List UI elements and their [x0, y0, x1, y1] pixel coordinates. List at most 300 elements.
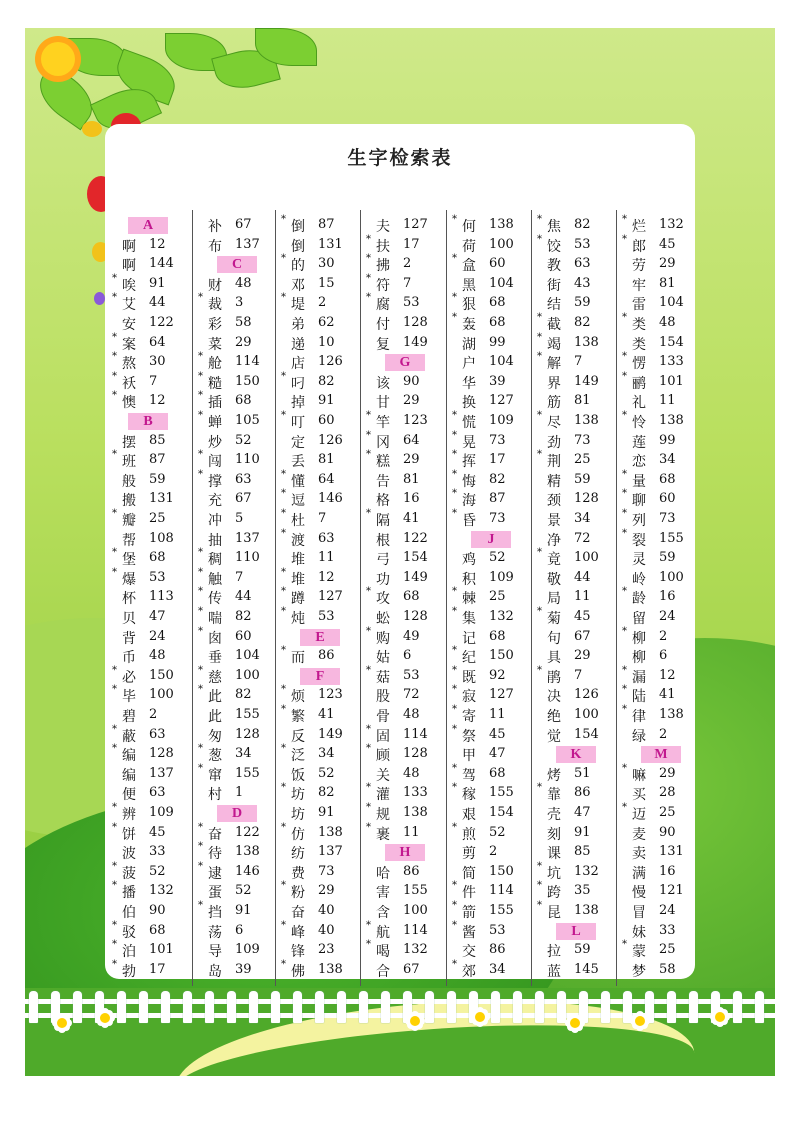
- index-entry: [622, 510, 702, 529]
- page-number: 52: [318, 766, 335, 781]
- page-number: 154: [659, 335, 684, 350]
- page-number: 16: [659, 864, 676, 879]
- index-entry: [537, 628, 617, 647]
- page-number: 58: [235, 315, 252, 330]
- page-number: 64: [149, 335, 166, 350]
- page-number: 64: [318, 472, 335, 487]
- page-number: 53: [149, 570, 166, 585]
- page-number: 85: [149, 433, 166, 448]
- new-char-marker: *: [112, 822, 117, 833]
- character: 而: [291, 650, 305, 666]
- index-entry: [281, 804, 361, 823]
- new-char-marker: *: [366, 430, 371, 441]
- character: 莲: [632, 435, 646, 451]
- character: 糕: [376, 454, 390, 470]
- character: 怜: [632, 415, 646, 431]
- page-number: 7: [318, 511, 327, 526]
- page-number: 52: [235, 433, 252, 448]
- page-number: 100: [149, 687, 174, 702]
- page-number: 155: [489, 903, 514, 918]
- new-char-marker: *: [366, 410, 371, 421]
- character: 愣: [632, 356, 646, 372]
- page-number: 25: [659, 942, 676, 957]
- character: 菇: [376, 670, 390, 686]
- index-entry: [452, 510, 532, 529]
- index-entry: [452, 451, 532, 470]
- page-number: 138: [403, 805, 428, 820]
- index-entry: [537, 432, 617, 451]
- index-entry: [622, 686, 702, 705]
- page-number: 127: [403, 217, 428, 232]
- character: 具: [547, 650, 561, 666]
- index-column: [616, 210, 699, 986]
- new-char-marker: *: [622, 626, 627, 637]
- new-char-marker: *: [198, 547, 203, 558]
- index-entry: [452, 608, 532, 627]
- page-number: 40: [318, 903, 335, 918]
- character: 竿: [376, 415, 390, 431]
- page-number: 146: [235, 864, 260, 879]
- index-entry: [452, 255, 532, 274]
- index-entry: [198, 432, 278, 451]
- page-number: 43: [574, 276, 591, 291]
- index-entry: [537, 353, 617, 372]
- index-entry: [198, 334, 278, 353]
- character: 烤: [547, 768, 561, 784]
- character: 符: [376, 278, 390, 294]
- index-column: [446, 210, 529, 986]
- page-number: 68: [489, 629, 506, 644]
- fence-picket: [205, 991, 214, 1023]
- character: 海: [462, 493, 476, 509]
- index-column: [360, 210, 443, 986]
- index-entry: [366, 706, 446, 725]
- character: 隔: [376, 513, 390, 529]
- character: 湖: [462, 337, 476, 353]
- character: 留: [632, 611, 646, 627]
- new-char-marker: *: [537, 547, 542, 558]
- index-entry: [452, 392, 532, 411]
- character: 列: [632, 513, 646, 529]
- index-entry: [452, 745, 532, 764]
- page-number: 104: [489, 354, 514, 369]
- page-number: 82: [574, 315, 591, 330]
- character: 反: [291, 729, 305, 745]
- character: 冈: [376, 435, 390, 451]
- index-entry: [537, 530, 617, 549]
- ladybug-icon: [82, 121, 102, 137]
- index-entry: [622, 392, 702, 411]
- character: 杯: [122, 591, 136, 607]
- character: 案: [122, 337, 136, 353]
- character: 鹂: [632, 376, 646, 392]
- character: 蝉: [208, 415, 222, 431]
- character: 郎: [632, 239, 646, 255]
- page-number: 81: [318, 452, 335, 467]
- index-entry: [198, 902, 278, 921]
- page-number: 155: [659, 531, 684, 546]
- new-char-marker: *: [281, 704, 286, 715]
- page-number: 128: [235, 727, 260, 742]
- page-number: 82: [318, 785, 335, 800]
- new-char-marker: *: [622, 763, 627, 774]
- page-number: 16: [659, 589, 676, 604]
- character: 课: [547, 846, 561, 862]
- page-number: 114: [235, 354, 260, 369]
- character: 此: [208, 709, 222, 725]
- page-number: 101: [659, 374, 684, 389]
- page-number: 122: [403, 531, 428, 546]
- new-char-marker: *: [281, 214, 286, 225]
- page-number: 44: [235, 589, 252, 604]
- index-entry: [366, 647, 446, 666]
- character: 根: [376, 533, 390, 549]
- letter-heading: H: [385, 844, 425, 861]
- character: 补: [208, 219, 222, 235]
- page-number: 63: [149, 727, 166, 742]
- new-char-marker: *: [622, 684, 627, 695]
- page-number: 39: [489, 374, 506, 389]
- page-number: 25: [489, 589, 506, 604]
- new-char-marker: *: [622, 704, 627, 715]
- character: 件: [462, 885, 476, 901]
- page-number: 63: [235, 472, 252, 487]
- index-entry: [537, 334, 617, 353]
- index-entry: [281, 530, 361, 549]
- character: 奋: [291, 905, 305, 921]
- page-number: 60: [235, 629, 252, 644]
- index-entry: [198, 765, 278, 784]
- character: 安: [122, 317, 136, 333]
- character: 繁: [291, 709, 305, 725]
- index-entry: [112, 471, 192, 490]
- index-entry: [537, 961, 617, 980]
- page-number: 123: [403, 413, 428, 428]
- index-entry: [537, 863, 617, 882]
- new-char-marker: *: [622, 214, 627, 225]
- new-char-marker: *: [198, 292, 203, 303]
- character: 便: [122, 787, 136, 803]
- new-char-marker: *: [112, 567, 117, 578]
- character: 昆: [547, 905, 561, 921]
- character: 净: [547, 533, 561, 549]
- new-char-marker: *: [112, 332, 117, 343]
- new-char-marker: *: [198, 861, 203, 872]
- character: 劳: [632, 258, 646, 274]
- character: 逮: [208, 866, 222, 882]
- new-char-marker: *: [366, 665, 371, 676]
- letter-heading: L: [556, 923, 596, 940]
- index-entry: [198, 608, 278, 627]
- character: 饺: [547, 239, 561, 255]
- page-number: 126: [318, 433, 343, 448]
- character: 煎: [462, 827, 476, 843]
- new-char-marker: *: [452, 645, 457, 656]
- new-char-marker: *: [281, 253, 286, 264]
- character: 传: [208, 591, 222, 607]
- new-char-marker: *: [198, 371, 203, 382]
- new-char-marker: *: [112, 743, 117, 754]
- page-number: 138: [489, 217, 514, 232]
- new-char-marker: *: [537, 312, 542, 323]
- fence-picket: [535, 991, 544, 1023]
- new-char-marker: *: [452, 782, 457, 793]
- index-entry: [452, 412, 532, 431]
- character: 逗: [291, 493, 305, 509]
- character: 艰: [462, 807, 476, 823]
- character: 村: [208, 787, 222, 803]
- index-entry: [452, 490, 532, 509]
- index-entry: [198, 392, 278, 411]
- index-entry: [281, 608, 361, 627]
- new-char-marker: *: [198, 606, 203, 617]
- index-entry: [281, 490, 361, 509]
- character: 稼: [462, 787, 476, 803]
- index-entry: [452, 882, 532, 901]
- index-entry: [281, 353, 361, 372]
- page-number: 68: [149, 923, 166, 938]
- character: 舱: [208, 356, 222, 372]
- page-number: 132: [149, 883, 174, 898]
- page-number: 82: [235, 687, 252, 702]
- page-number: 154: [489, 805, 514, 820]
- index-entry: [198, 216, 278, 235]
- index-entry: [452, 334, 532, 353]
- page-number: 11: [403, 825, 420, 840]
- index-entry: [622, 373, 702, 392]
- index-entry: [452, 236, 532, 255]
- index-entry: [537, 451, 617, 470]
- page-number: 126: [318, 354, 343, 369]
- index-entry: [112, 510, 192, 529]
- index-entry: [112, 765, 192, 784]
- new-char-marker: *: [281, 292, 286, 303]
- new-char-marker: *: [452, 488, 457, 499]
- character: 喘: [208, 611, 222, 627]
- index-entry: [537, 784, 617, 803]
- index-entry: [622, 941, 702, 960]
- index-entry: [281, 373, 361, 392]
- index-entry: [537, 549, 617, 568]
- character: 费: [291, 866, 305, 882]
- character: 泛: [291, 748, 305, 764]
- page-number: 155: [403, 883, 428, 898]
- index-entry: [366, 608, 446, 627]
- fence-picket: [645, 991, 654, 1023]
- character: 裹: [376, 827, 390, 843]
- page-number: 29: [403, 393, 420, 408]
- character: 迈: [632, 807, 646, 823]
- character: 害: [376, 885, 390, 901]
- index-entry: [366, 765, 446, 784]
- character: 炒: [208, 435, 222, 451]
- fence-picket: [689, 991, 698, 1023]
- character: 弓: [376, 552, 390, 568]
- sunflower-icon: [41, 42, 75, 76]
- page-number: 30: [318, 256, 335, 271]
- page-number: 90: [403, 374, 420, 389]
- index-entry: [281, 588, 361, 607]
- character: 记: [462, 631, 476, 647]
- new-char-marker: *: [537, 214, 542, 225]
- new-char-marker: *: [537, 861, 542, 872]
- character: 渡: [291, 533, 305, 549]
- character: 峰: [291, 925, 305, 941]
- index-entry: [452, 941, 532, 960]
- character: 菊: [547, 611, 561, 627]
- page-number: 63: [318, 531, 335, 546]
- page-number: 11: [574, 589, 591, 604]
- character: 壳: [547, 807, 561, 823]
- index-entry: [622, 451, 702, 470]
- index-entry: [452, 804, 532, 823]
- index-entry: [622, 490, 702, 509]
- character: 泊: [122, 944, 136, 960]
- new-char-marker: *: [281, 959, 286, 970]
- new-char-marker: *: [281, 586, 286, 597]
- new-char-marker: *: [537, 782, 542, 793]
- new-char-marker: *: [281, 684, 286, 695]
- index-entry: [537, 236, 617, 255]
- page-number: 12: [149, 393, 166, 408]
- page-number: 101: [149, 942, 174, 957]
- character: 锋: [291, 944, 305, 960]
- new-char-marker: *: [112, 684, 117, 695]
- index-entry: [452, 432, 532, 451]
- index-entry: [537, 726, 617, 745]
- character: 何: [462, 219, 476, 235]
- page-number: 33: [149, 844, 166, 859]
- character: 轰: [462, 317, 476, 333]
- page-number: 30: [149, 354, 166, 369]
- page-number: 81: [574, 393, 591, 408]
- new-char-marker: *: [452, 253, 457, 264]
- index-entry: [281, 236, 361, 255]
- index-entry: [112, 863, 192, 882]
- index-entry: [622, 804, 702, 823]
- index-entry: [198, 569, 278, 588]
- new-char-marker: *: [366, 939, 371, 950]
- daisy-icon: [475, 1012, 485, 1022]
- character: 竟: [547, 552, 561, 568]
- page-number: 137: [318, 844, 343, 859]
- index-entry: [537, 608, 617, 627]
- index-entry: [198, 961, 278, 980]
- character: 扶: [376, 239, 390, 255]
- new-char-marker: *: [452, 312, 457, 323]
- character: 杜: [291, 513, 305, 529]
- index-entry: [112, 706, 192, 725]
- new-char-marker: *: [452, 822, 457, 833]
- character: 挡: [208, 905, 222, 921]
- index-entry: [366, 373, 446, 392]
- letter-heading: M: [641, 746, 681, 763]
- index-entry: [198, 275, 278, 294]
- character: 般: [122, 474, 136, 490]
- character: 慢: [632, 885, 646, 901]
- fence-picket: [315, 991, 324, 1023]
- new-char-marker: *: [112, 273, 117, 284]
- new-char-marker: *: [622, 802, 627, 813]
- page-number: 72: [574, 531, 591, 546]
- index-entry: [537, 255, 617, 274]
- page-number: 52: [235, 883, 252, 898]
- index-entry: [112, 432, 192, 451]
- index-entry: [452, 275, 532, 294]
- index-entry: [366, 882, 446, 901]
- page-number: 145: [574, 962, 599, 977]
- page-number: 12: [318, 570, 335, 585]
- new-char-marker: *: [281, 410, 286, 421]
- character: 界: [547, 376, 561, 392]
- fence-picket: [623, 991, 632, 1023]
- new-char-marker: *: [198, 684, 203, 695]
- index-entry: [622, 549, 702, 568]
- page-number: 7: [574, 354, 583, 369]
- index-entry: [537, 706, 617, 725]
- page-number: 17: [489, 452, 506, 467]
- page-number: 128: [574, 491, 599, 506]
- index-column: [192, 210, 275, 986]
- daisy-icon: [100, 1013, 110, 1023]
- page-number: 34: [574, 511, 591, 526]
- index-entry: [622, 569, 702, 588]
- page-number: 11: [318, 550, 335, 565]
- index-entry: [281, 569, 361, 588]
- character: 饭: [291, 768, 305, 784]
- index-entry: [537, 804, 617, 823]
- index-entry: [281, 941, 361, 960]
- character: 郊: [462, 964, 476, 980]
- page-number: 48: [235, 276, 252, 291]
- new-char-marker: *: [366, 920, 371, 931]
- page-number: 48: [659, 315, 676, 330]
- index-entry: [622, 902, 702, 921]
- page-number: 87: [149, 452, 166, 467]
- page-number: 123: [318, 687, 343, 702]
- page-number: 132: [489, 609, 514, 624]
- index-entry: [112, 961, 192, 980]
- new-char-marker: *: [452, 665, 457, 676]
- index-entry: [452, 353, 532, 372]
- index-entry: [366, 236, 446, 255]
- character: 饼: [122, 827, 136, 843]
- page-number: 5: [235, 511, 244, 526]
- page-number: 68: [659, 472, 676, 487]
- character: 蹲: [291, 591, 305, 607]
- character: 麦: [632, 827, 646, 843]
- character: 腐: [376, 297, 390, 313]
- page-number: 62: [318, 315, 335, 330]
- page-number: 149: [318, 727, 343, 742]
- new-char-marker: *: [452, 684, 457, 695]
- character: 陆: [632, 689, 646, 705]
- index-entry: [366, 863, 446, 882]
- page-number: 33: [659, 923, 676, 938]
- page-number: 150: [489, 648, 514, 663]
- fence-picket: [271, 991, 280, 1023]
- page-number: 59: [574, 295, 591, 310]
- page-number: 11: [659, 393, 676, 408]
- new-char-marker: *: [112, 508, 117, 519]
- page-number: 91: [318, 393, 335, 408]
- index-entry: [281, 647, 361, 666]
- index-entry: [366, 334, 446, 353]
- character: 祭: [462, 729, 476, 745]
- index-entry: [622, 471, 702, 490]
- index-entry: [622, 961, 702, 980]
- page-number: 2: [403, 256, 412, 271]
